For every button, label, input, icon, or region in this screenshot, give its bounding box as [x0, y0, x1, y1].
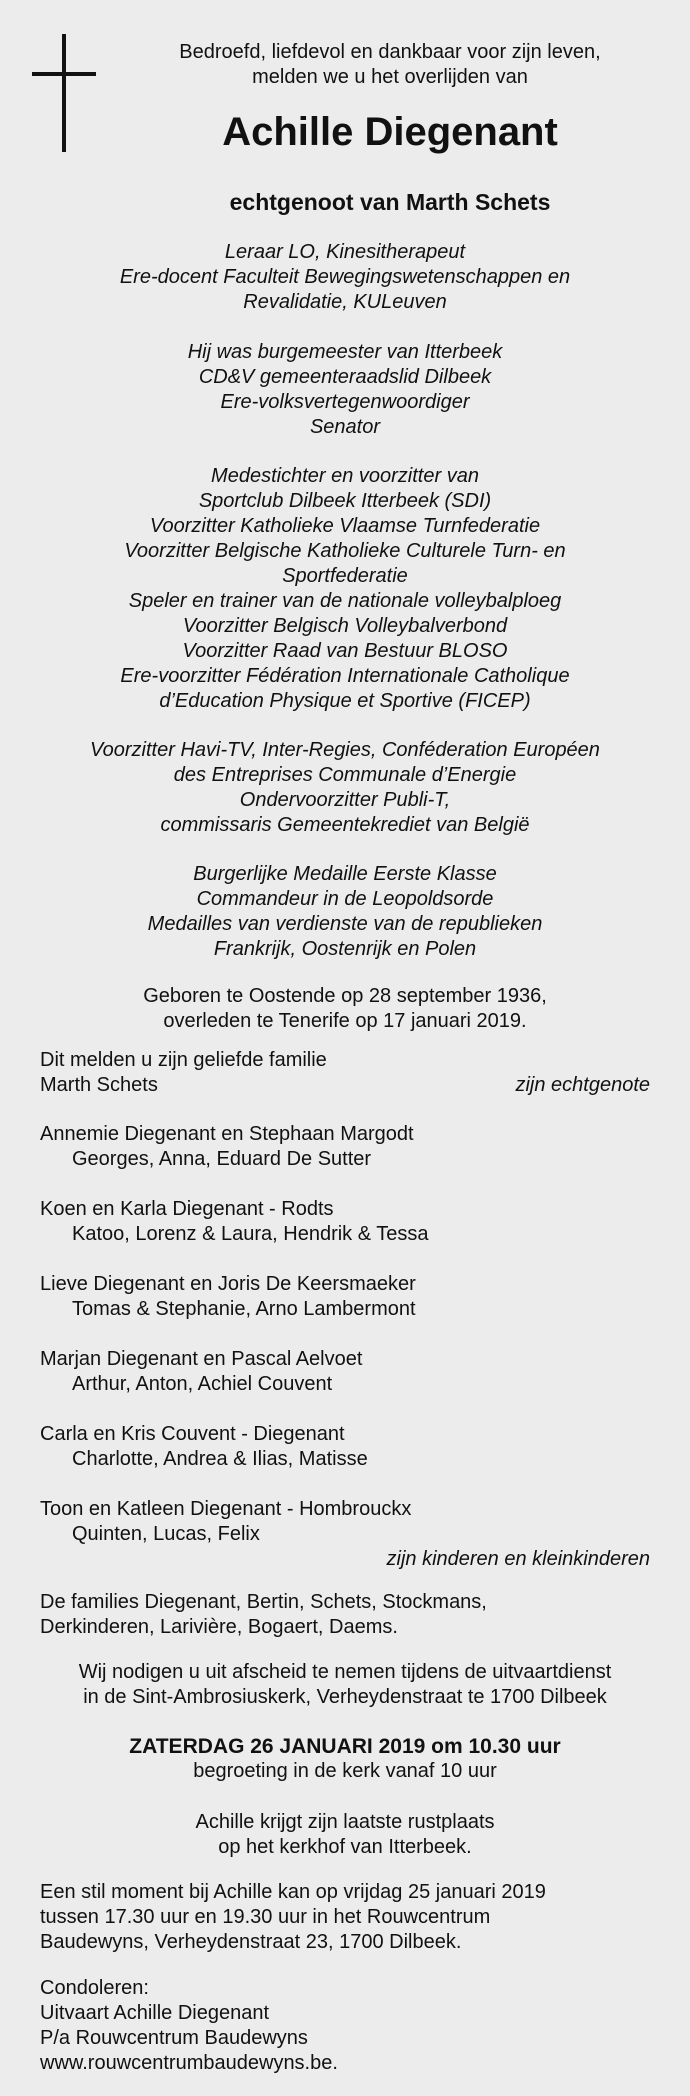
burial-info: Achille krijgt zijn laatste rustplaats op het kerkhof van Itterbeek. — [195, 1811, 495, 1858]
child-entry: Toon en Katleen Diegenant - Hombrouckx Quinten, Lucas, Felix — [40, 1498, 412, 1545]
condolences: Condoleren: Uitvaart Achille Diegenant P/a Rouwcentrum Baudewyns www.rouwcentrumbaudewyns.be. — [40, 1976, 650, 2076]
children-block — [40, 1122, 650, 1572]
child-entry: Annemie Diegenant en Stephaan Margodt Georges, Anna, Eduard De Sutter — [40, 1123, 414, 1170]
titles-block-5: Burgerlijke Medaille Eerste Klasse Commandeur in de Leopoldsorde Medailles van verdienste van de republieken Frankrijk, Oostenrijk en Polen — [147, 863, 543, 960]
cross-icon — [32, 34, 96, 152]
child-entry: Koen en Karla Diegenant - Rodts Katoo, Lorenz & Laura, Hendrik & Tessa — [40, 1198, 429, 1245]
spouse-name: Marth Schets — [40, 1074, 158, 1096]
website-link[interactable]: www.rouwcentrumbaudewyns.be. — [40, 2052, 338, 2074]
families-block: De families Diegenant, Bertin, Schets, Stockmans, Derkinderen, Larivière, Bogaert, Daems. — [40, 1591, 487, 1638]
service-date: ZATERDAG 26 JANUARI 2019 om 10.30 uur — [129, 1735, 561, 1758]
child-entry: Carla en Kris Couvent - Diegenant Charlotte, Andrea & Ilias, Matisse — [40, 1423, 368, 1470]
titles-block-3: Medestichter en voorzitter van Sportclub Dilbeek Itterbeek (SDI) Voorzitter Katholieke Vlaamse Turnfederatie Voorzitter Belgische Katholieke Culturele Turn- en Sportfederatie Speler en trainer van de nationale volleybalploeg Voorzitter Belgisch Volleybalverbond Voorzitter Raad van Bestuur BLOSO Ere-voorzitter Fédération Internationale Catholique d’Education Physique et Sportive (FICEP) — [120, 465, 570, 712]
intro-text: Bedroefd, liefdevol en dankbaar voor zijn leven, melden we u het overlijden van — [179, 41, 601, 88]
greeting-time: begroeting in de kerk vanaf 10 uur — [193, 1760, 497, 1782]
birth-death: Geboren te Oostende op 28 september 1936, overleden te Tenerife op 17 januari 2019. — [143, 985, 547, 1032]
titles-block-1: Leraar LO, Kinesitherapeut Ere-docent Faculteit Bewegingswetenschappen en Revalidatie, KULeuven — [119, 241, 571, 313]
spouse-row — [40, 1073, 650, 1098]
spouse-role: zijn echtgenote — [515, 1074, 650, 1096]
children-role: zijn kinderen en kleinkinderen — [386, 1548, 650, 1570]
moment-info: Een stil moment bij Achille kan op vrijdag 25 januari 2019 tussen 17.30 uur en 19.30 uur in het Rouwcentrum Baudewyns, Verheydenstraat 23, 1700 Dilbeek. — [40, 1881, 546, 1953]
child-entry: Lieve Diegenant en Joris De Keersmaeker Tomas & Stephanie, Arno Lambermont — [40, 1273, 416, 1320]
family-block — [40, 1048, 650, 1098]
family-intro: Dit melden u zijn geliefde familie — [40, 1049, 327, 1071]
deceased-name: Achille Diegenant — [222, 110, 558, 154]
service-info — [40, 1734, 650, 1784]
titles-block-2: Hij was burgemeester van Itterbeek CD&V gemeenteraadslid Dilbeek Ere-volksvertegenwoordiger Senator — [187, 341, 503, 438]
spouse-line: echtgenoot van Marth Schets — [229, 189, 551, 215]
child-entry: Marjan Diegenant en Pascal Aelvoet Arthur, Anton, Achiel Couvent — [40, 1348, 363, 1395]
invitation: Wij nodigen u uit afscheid te nemen tijdens de uitvaartdienst in de Sint-Ambrosiuskerk, Verheydenstraat te 1700 Dilbeek — [78, 1661, 612, 1708]
titles-block-4: Voorzitter Havi-TV, Inter-Regies, Conféderation Européen des Entreprises Communale d’Energie Ondervoorzitter Publi-T, commissaris Gemeentekrediet van België — [90, 739, 600, 836]
